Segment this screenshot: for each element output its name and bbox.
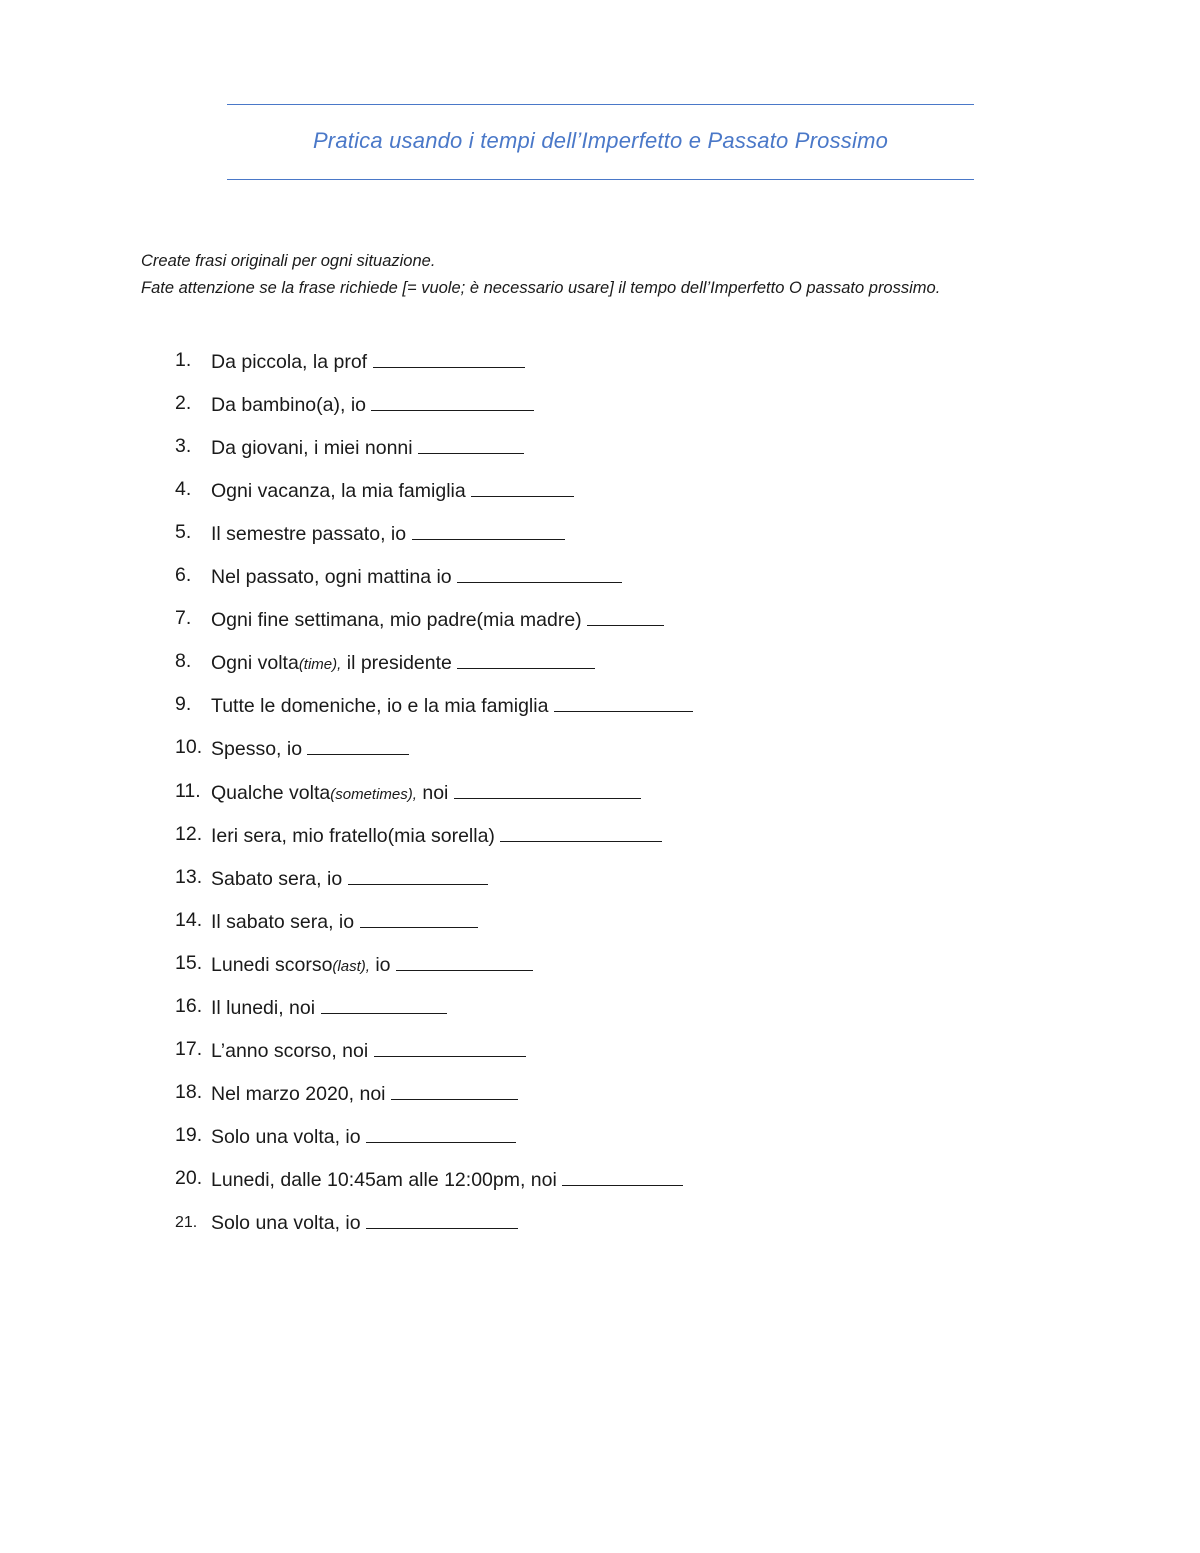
item-number: 2. bbox=[175, 392, 192, 415]
item-number: 18. bbox=[175, 1080, 203, 1103]
item-prompt bbox=[211, 564, 622, 589]
item-prompt bbox=[211, 349, 525, 374]
answer-blank[interactable] bbox=[457, 564, 622, 583]
item-prompt-text: Da bambino(a), io bbox=[211, 394, 372, 417]
item-prompt-text: Nel passato, ogni mattina io bbox=[211, 566, 458, 589]
item-prompt-text: Spesso, io bbox=[211, 738, 308, 761]
item-number: 5. bbox=[175, 521, 192, 544]
instructions-line-1: Create frasi originali per ogni situazione. bbox=[141, 252, 436, 270]
item-gloss: (sometimes), bbox=[330, 785, 417, 803]
item-prompt bbox=[211, 650, 595, 675]
item-prompt-text: noi bbox=[416, 781, 454, 804]
instructions bbox=[141, 248, 1001, 302]
item-prompt bbox=[211, 392, 534, 417]
item-prompt bbox=[211, 607, 664, 632]
answer-blank[interactable] bbox=[348, 866, 488, 885]
answer-blank[interactable] bbox=[562, 1167, 683, 1186]
item-prompt bbox=[211, 866, 488, 891]
answer-blank[interactable] bbox=[454, 780, 641, 799]
answer-blank[interactable] bbox=[307, 736, 409, 755]
title-rule-top bbox=[227, 104, 974, 105]
title-rule-bottom bbox=[227, 179, 974, 180]
item-prompt bbox=[211, 1124, 516, 1149]
item-prompt-text: Solo una volta, io bbox=[211, 1125, 367, 1148]
item-gloss: (last), bbox=[332, 957, 370, 975]
item-number: 7. bbox=[175, 607, 192, 630]
item-prompt bbox=[211, 478, 574, 503]
answer-blank[interactable] bbox=[554, 693, 693, 712]
answer-blank[interactable] bbox=[391, 1081, 518, 1100]
item-prompt bbox=[211, 909, 478, 934]
instructions-line-2: Fate attenzione se la frase richiede [= vuole; è necessario usare] il tempo dell’Imperfetto O passato prossimo. bbox=[141, 279, 941, 297]
item-prompt-text: Ogni volta bbox=[211, 652, 299, 675]
item-prompt-text: Da piccola, la prof bbox=[211, 351, 373, 373]
item-prompt bbox=[211, 995, 447, 1020]
answer-blank[interactable] bbox=[471, 478, 574, 497]
item-prompt bbox=[211, 780, 641, 805]
item-prompt-text: Il sabato sera, io bbox=[211, 910, 360, 933]
item-number: 17. bbox=[175, 1037, 203, 1060]
item-prompt-text: Ogni fine settimana, mio padre(mia madre) bbox=[211, 609, 588, 632]
answer-blank[interactable] bbox=[418, 435, 524, 454]
item-prompt-text: Ogni vacanza, la mia famiglia bbox=[211, 480, 472, 503]
item-prompt-text: Nel marzo 2020, noi bbox=[211, 1082, 391, 1105]
item-number: 13. bbox=[175, 865, 203, 888]
item-prompt-text: Solo una volta, io bbox=[211, 1212, 367, 1234]
item-prompt bbox=[211, 823, 662, 848]
item-prompt bbox=[211, 1167, 683, 1192]
item-prompt bbox=[211, 435, 524, 460]
item-number: 8. bbox=[175, 650, 192, 673]
item-prompt-text: Qualche volta bbox=[211, 781, 331, 804]
item-number: 21. bbox=[175, 1214, 198, 1231]
item-number: 15. bbox=[175, 951, 203, 974]
item-prompt-text: Lunedi scorso bbox=[211, 953, 333, 976]
item-prompt-text: il presidente bbox=[341, 652, 458, 675]
item-prompt-text: L’anno scorso, noi bbox=[211, 1039, 374, 1062]
answer-blank[interactable] bbox=[321, 995, 447, 1014]
answer-blank[interactable] bbox=[587, 607, 664, 626]
answer-blank[interactable] bbox=[360, 909, 478, 928]
item-number: 14. bbox=[175, 908, 203, 931]
answer-blank[interactable] bbox=[457, 650, 595, 669]
item-prompt-text: Da giovani, i miei nonni bbox=[211, 437, 419, 460]
item-prompt bbox=[211, 1081, 518, 1106]
item-number: 10. bbox=[175, 736, 203, 759]
item-prompt-text: Il semestre passato, io bbox=[211, 523, 412, 546]
item-prompt-text: io bbox=[369, 953, 396, 976]
item-prompt-text: Ieri sera, mio fratello(mia sorella) bbox=[211, 824, 501, 847]
item-prompt bbox=[211, 952, 533, 977]
item-number: 16. bbox=[175, 994, 203, 1017]
item-prompt-text: Tutte le domeniche, io e la mia famiglia bbox=[211, 695, 554, 718]
item-number: 19. bbox=[175, 1123, 203, 1146]
item-number: 20. bbox=[175, 1166, 203, 1189]
item-number: 12. bbox=[175, 822, 203, 845]
item-number: 9. bbox=[175, 693, 192, 716]
page-title: Pratica usando i tempi dell’Imperfetto e Passato Prossimo bbox=[312, 128, 889, 153]
answer-blank[interactable] bbox=[366, 1124, 516, 1143]
item-number: 3. bbox=[175, 435, 192, 458]
item-prompt bbox=[211, 1210, 518, 1235]
answer-blank[interactable] bbox=[371, 392, 534, 411]
item-number: 11. bbox=[175, 779, 201, 802]
item-prompt-text: Sabato sera, io bbox=[211, 867, 348, 890]
item-number: 6. bbox=[175, 564, 192, 587]
answer-blank[interactable] bbox=[412, 521, 565, 540]
item-prompt-text: Il lunedi, noi bbox=[211, 996, 321, 1019]
answer-blank[interactable] bbox=[500, 823, 662, 842]
item-number: 1. bbox=[175, 349, 192, 371]
item-prompt bbox=[211, 1038, 526, 1063]
answer-blank[interactable] bbox=[396, 952, 533, 971]
item-gloss: (time), bbox=[298, 656, 342, 674]
item-prompt bbox=[211, 736, 409, 761]
answer-blank[interactable] bbox=[366, 1210, 518, 1229]
item-prompt bbox=[211, 693, 693, 718]
item-prompt-text: Lunedi, dalle 10:45am alle 12:00pm, noi bbox=[211, 1168, 563, 1191]
item-number: 4. bbox=[175, 478, 192, 501]
item-prompt bbox=[211, 521, 565, 546]
answer-blank[interactable] bbox=[374, 1038, 526, 1057]
answer-blank[interactable] bbox=[373, 349, 525, 368]
